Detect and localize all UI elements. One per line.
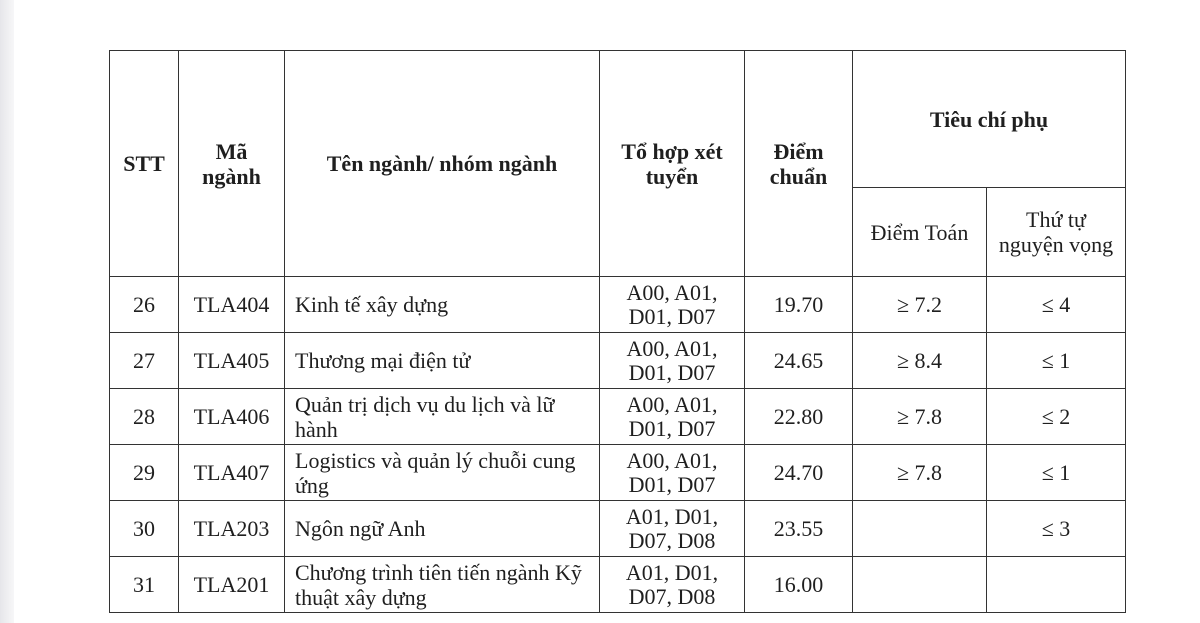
admission-score-table: [109, 50, 1126, 613]
cell-diem-toan: ≥ 7.8: [853, 445, 987, 501]
table-body: [110, 277, 1126, 613]
cell-ten-nganh: Thương mại điện tử: [285, 333, 600, 389]
table-row: [110, 557, 1126, 613]
header-tieu-chi-phu: Tiêu chí phụ: [853, 51, 1126, 188]
table-row: [110, 389, 1126, 445]
cell-diem-chuan: 24.70: [745, 445, 853, 501]
cell-stt: 28: [110, 389, 179, 445]
cell-ma-nganh: TLA203: [179, 501, 285, 557]
cell-diem-toan: [853, 501, 987, 557]
page-edge-shadow: [0, 0, 14, 623]
cell-thu-tu-nguyen-vong: ≤ 3: [987, 501, 1126, 557]
cell-ma-nganh: TLA405: [179, 333, 285, 389]
cell-stt: 30: [110, 501, 179, 557]
cell-ma-nganh: TLA406: [179, 389, 285, 445]
cell-to-hop: A00, A01, D01, D07: [600, 333, 745, 389]
cell-diem-toan: [853, 557, 987, 613]
table-row: [110, 445, 1126, 501]
header-diem-chuan: Điểm chuẩn: [745, 51, 853, 277]
cell-thu-tu-nguyen-vong: ≤ 4: [987, 277, 1126, 333]
header-thu-tu-nguyen-vong: Thứ tự nguyện vọng: [987, 188, 1126, 277]
cell-diem-chuan: 23.55: [745, 501, 853, 557]
cell-ten-nganh: Quản trị dịch vụ du lịch và lữ hành: [285, 389, 600, 445]
cell-ma-nganh: TLA404: [179, 277, 285, 333]
table-row: [110, 333, 1126, 389]
cell-to-hop: A00, A01, D01, D07: [600, 389, 745, 445]
cell-to-hop: A00, A01, D01, D07: [600, 277, 745, 333]
cell-thu-tu-nguyen-vong: ≤ 1: [987, 445, 1126, 501]
cell-diem-toan: ≥ 7.2: [853, 277, 987, 333]
cell-diem-toan: ≥ 7.8: [853, 389, 987, 445]
cell-stt: 26: [110, 277, 179, 333]
header-ma-nganh: Mã ngành: [179, 51, 285, 277]
cell-diem-chuan: 16.00: [745, 557, 853, 613]
cell-diem-toan: ≥ 8.4: [853, 333, 987, 389]
header-diem-toan: Điểm Toán: [853, 188, 987, 277]
header-ten-nganh: Tên ngành/ nhóm ngành: [285, 51, 600, 277]
cell-ten-nganh: Chương trình tiên tiến ngành Kỹ thuật xây dựng: [285, 557, 600, 613]
cell-stt: 31: [110, 557, 179, 613]
cell-stt: 29: [110, 445, 179, 501]
cell-to-hop: A01, D01, D07, D08: [600, 501, 745, 557]
cell-thu-tu-nguyen-vong: ≤ 1: [987, 333, 1126, 389]
table-row: [110, 277, 1126, 333]
cell-thu-tu-nguyen-vong: ≤ 2: [987, 389, 1126, 445]
header-to-hop: Tổ hợp xét tuyển: [600, 51, 745, 277]
cell-ten-nganh: Ngôn ngữ Anh: [285, 501, 600, 557]
cell-ten-nganh: Kinh tế xây dựng: [285, 277, 600, 333]
cell-thu-tu-nguyen-vong: [987, 557, 1126, 613]
cell-to-hop: A01, D01, D07, D08: [600, 557, 745, 613]
cell-ma-nganh: TLA201: [179, 557, 285, 613]
cell-stt: 27: [110, 333, 179, 389]
header-stt: STT: [110, 51, 179, 277]
cell-ten-nganh: Logistics và quản lý chuỗi cung ứng: [285, 445, 600, 501]
cell-diem-chuan: 24.65: [745, 333, 853, 389]
table-row: [110, 501, 1126, 557]
cell-diem-chuan: 22.80: [745, 389, 853, 445]
cell-ma-nganh: TLA407: [179, 445, 285, 501]
cell-to-hop: A00, A01, D01, D07: [600, 445, 745, 501]
cell-diem-chuan: 19.70: [745, 277, 853, 333]
